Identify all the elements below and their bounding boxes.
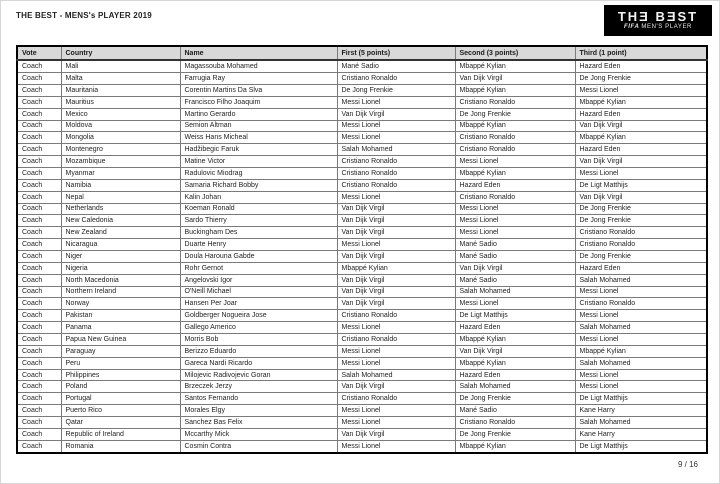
table-header-row	[17, 46, 707, 60]
cell-third: Kane Harry	[575, 405, 707, 417]
table-row	[17, 156, 707, 168]
cell-third: Kane Harry	[575, 428, 707, 440]
cell-second: Mbappé Kylian	[455, 167, 575, 179]
cell-third: Hazard Eden	[575, 262, 707, 274]
cell-first: Salah Mohamed	[337, 144, 455, 156]
cell-country: Malta	[61, 73, 180, 85]
cell-vote: Coach	[17, 84, 61, 96]
cell-country: Philippines	[61, 369, 180, 381]
cell-vote: Coach	[17, 179, 61, 191]
cell-first: Messi Lionel	[337, 120, 455, 132]
cell-vote: Coach	[17, 345, 61, 357]
cell-first: Messi Lionel	[337, 322, 455, 334]
cell-second: Mbappé Kylian	[455, 84, 575, 96]
cell-name: Santos Fernando	[180, 393, 337, 405]
cell-third: Hazard Eden	[575, 108, 707, 120]
cell-country: Montenegro	[61, 144, 180, 156]
cell-first: Messi Lionel	[337, 417, 455, 429]
cell-country: Northern Ireland	[61, 286, 180, 298]
cell-first: Cristiano Ronaldo	[337, 167, 455, 179]
cell-second: Mané Sadio	[455, 239, 575, 251]
page-number: 9 / 16	[677, 460, 698, 469]
cell-first: Cristiano Ronaldo	[337, 73, 455, 85]
table-body	[17, 60, 707, 453]
cell-name: Magassouba Mohamed	[180, 60, 337, 73]
cell-vote: Coach	[17, 298, 61, 310]
cell-third: Salah Mohamed	[575, 417, 707, 429]
cell-second: Mbappé Kylian	[455, 120, 575, 132]
cell-second: Cristiano Ronaldo	[455, 96, 575, 108]
table-row	[17, 132, 707, 144]
cell-country: Nicaragua	[61, 239, 180, 251]
cell-name: Mccarthy Mick	[180, 428, 337, 440]
cell-country: Mauritius	[61, 96, 180, 108]
cell-second: Cristiano Ronaldo	[455, 144, 575, 156]
cell-second: Mané Sadio	[455, 405, 575, 417]
cell-third: De Jong Frenkie	[575, 73, 707, 85]
cell-first: Van Dijk Virgil	[337, 250, 455, 262]
cell-first: Mané Sadio	[337, 60, 455, 73]
logo-subtitle	[604, 24, 712, 31]
cell-vote: Coach	[17, 167, 61, 179]
cell-vote: Coach	[17, 405, 61, 417]
cell-third: Mbappé Kylian	[575, 96, 707, 108]
cell-country: Puerto Rico	[61, 405, 180, 417]
cell-second: Messi Lionel	[455, 215, 575, 227]
table-row	[17, 84, 707, 96]
cell-country: Mozambique	[61, 156, 180, 168]
cell-country: Poland	[61, 381, 180, 393]
table-row	[17, 274, 707, 286]
cell-country: Mexico	[61, 108, 180, 120]
cell-second: Messi Lionel	[455, 156, 575, 168]
cell-name: Samaria Richard Bobby	[180, 179, 337, 191]
cell-country: Romania	[61, 440, 180, 453]
cell-first: Messi Lionel	[337, 345, 455, 357]
table-row	[17, 227, 707, 239]
cell-country: Peru	[61, 357, 180, 369]
cell-country: New Zealand	[61, 227, 180, 239]
cell-second: Salah Mohamed	[455, 286, 575, 298]
cell-second: Van Dijk Virgil	[455, 262, 575, 274]
cell-vote: Coach	[17, 322, 61, 334]
cell-name: Sardo Thierry	[180, 215, 337, 227]
logo-fifa-text: FIFA	[624, 23, 640, 30]
cell-third: De Ligt Matthijs	[575, 393, 707, 405]
table-row	[17, 191, 707, 203]
cell-name: O'Neill Michael	[180, 286, 337, 298]
cell-name: Matine Victor	[180, 156, 337, 168]
table-row	[17, 96, 707, 108]
cell-third: De Jong Frenkie	[575, 203, 707, 215]
cell-country: Paraguay	[61, 345, 180, 357]
cell-country: Papua New Guinea	[61, 334, 180, 346]
cell-first: Van Dijk Virgil	[337, 227, 455, 239]
table-row	[17, 120, 707, 132]
page-title: THE BEST - MENS's PLAYER 2019	[16, 11, 152, 20]
cell-third: Messi Lionel	[575, 310, 707, 322]
table-row	[17, 381, 707, 393]
cell-name: Martino Gerardo	[180, 108, 337, 120]
cell-vote: Coach	[17, 132, 61, 144]
cell-third: Salah Mohamed	[575, 357, 707, 369]
cell-vote: Coach	[17, 417, 61, 429]
cell-second: Messi Lionel	[455, 227, 575, 239]
cell-name: Duarte Henry	[180, 239, 337, 251]
cell-vote: Coach	[17, 239, 61, 251]
cell-name: Radulovic Miodrag	[180, 167, 337, 179]
cell-vote: Coach	[17, 156, 61, 168]
cell-third: Salah Mohamed	[575, 274, 707, 286]
cell-vote: Coach	[17, 108, 61, 120]
cell-first: Salah Mohamed	[337, 369, 455, 381]
cell-second: Mané Sadio	[455, 250, 575, 262]
cell-second: Mané Sadio	[455, 274, 575, 286]
cell-country: Qatar	[61, 417, 180, 429]
cell-first: Van Dijk Virgil	[337, 108, 455, 120]
cell-name: Doula Harouna Gabde	[180, 250, 337, 262]
cell-second: Hazard Eden	[455, 179, 575, 191]
cell-vote: Coach	[17, 73, 61, 85]
cell-name: Francisco Filho Joaquim	[180, 96, 337, 108]
table-row	[17, 262, 707, 274]
cell-vote: Coach	[17, 286, 61, 298]
cell-vote: Coach	[17, 369, 61, 381]
cell-first: Van Dijk Virgil	[337, 215, 455, 227]
cell-vote: Coach	[17, 393, 61, 405]
cell-third: Messi Lionel	[575, 84, 707, 96]
cell-vote: Coach	[17, 227, 61, 239]
cell-third: De Jong Frenkie	[575, 250, 707, 262]
cell-name: Berizzo Eduardo	[180, 345, 337, 357]
table-row	[17, 417, 707, 429]
cell-name: Cosmin Contra	[180, 440, 337, 453]
cell-country: Norway	[61, 298, 180, 310]
column-header-second: Second (3 points)	[455, 46, 575, 60]
cell-country: Moldova	[61, 120, 180, 132]
table-row	[17, 322, 707, 334]
table-row	[17, 298, 707, 310]
cell-vote: Coach	[17, 215, 61, 227]
cell-name: Buckingham Des	[180, 227, 337, 239]
cell-country: Namibia	[61, 179, 180, 191]
cell-third: Messi Lionel	[575, 286, 707, 298]
table-row	[17, 286, 707, 298]
cell-vote: Coach	[17, 428, 61, 440]
cell-third: De Jong Frenkie	[575, 215, 707, 227]
fifa-best-logo	[604, 5, 712, 36]
cell-name: Koeman Ronald	[180, 203, 337, 215]
cell-third: Mbappé Kylian	[575, 132, 707, 144]
cell-name: Milojevic Radivojevic Goran	[180, 369, 337, 381]
table-row	[17, 440, 707, 453]
cell-country: Nigeria	[61, 262, 180, 274]
cell-third: Messi Lionel	[575, 381, 707, 393]
table-row	[17, 179, 707, 191]
cell-name: Hadžibegic Faruk	[180, 144, 337, 156]
cell-first: Messi Lionel	[337, 239, 455, 251]
cell-name: Brzeczek Jerzy	[180, 381, 337, 393]
cell-country: Niger	[61, 250, 180, 262]
table-header	[17, 46, 707, 60]
cell-vote: Coach	[17, 120, 61, 132]
cell-vote: Coach	[17, 203, 61, 215]
cell-second: Mbappé Kylian	[455, 440, 575, 453]
cell-first: Van Dijk Virgil	[337, 286, 455, 298]
cell-vote: Coach	[17, 334, 61, 346]
cell-first: Messi Lionel	[337, 191, 455, 203]
cell-third: Cristiano Ronaldo	[575, 239, 707, 251]
cell-country: Pakistan	[61, 310, 180, 322]
cell-name: Angelovski Igor	[180, 274, 337, 286]
table-row	[17, 60, 707, 73]
cell-second: De Jong Frenkie	[455, 393, 575, 405]
cell-first: Mbappé Kylian	[337, 262, 455, 274]
cell-vote: Coach	[17, 250, 61, 262]
table-row	[17, 215, 707, 227]
cell-first: Van Dijk Virgil	[337, 428, 455, 440]
cell-vote: Coach	[17, 274, 61, 286]
cell-third: De Ligt Matthijs	[575, 179, 707, 191]
table-row	[17, 108, 707, 120]
cell-name: Hansen Per Joar	[180, 298, 337, 310]
cell-second: De Jong Frenkie	[455, 108, 575, 120]
cell-first: Messi Lionel	[337, 132, 455, 144]
table-row	[17, 310, 707, 322]
table-row	[17, 73, 707, 85]
cell-first: Van Dijk Virgil	[337, 274, 455, 286]
cell-country: Nepal	[61, 191, 180, 203]
cell-third: Mbappé Kylian	[575, 345, 707, 357]
table-row	[17, 144, 707, 156]
table-row	[17, 428, 707, 440]
cell-first: Cristiano Ronaldo	[337, 179, 455, 191]
table-row	[17, 345, 707, 357]
cell-name: Semion Altman	[180, 120, 337, 132]
cell-first: Messi Lionel	[337, 357, 455, 369]
column-header-vote: Vote	[17, 46, 61, 60]
cell-first: Van Dijk Virgil	[337, 203, 455, 215]
cell-second: Van Dijk Virgil	[455, 73, 575, 85]
table-row	[17, 369, 707, 381]
cell-vote: Coach	[17, 144, 61, 156]
cell-third: Van Dijk Virgil	[575, 156, 707, 168]
cell-name: Morris Bob	[180, 334, 337, 346]
cell-vote: Coach	[17, 381, 61, 393]
cell-name: Corentin Martins Da Slva	[180, 84, 337, 96]
cell-third: Hazard Eden	[575, 60, 707, 73]
cell-third: Hazard Eden	[575, 144, 707, 156]
cell-name: Gareca Nardi Ricardo	[180, 357, 337, 369]
table-row	[17, 405, 707, 417]
cell-third: Messi Lionel	[575, 369, 707, 381]
cell-country: Portugal	[61, 393, 180, 405]
logo-subtitle-text: MEN'S PLAYER	[641, 23, 692, 30]
cell-country: Mali	[61, 60, 180, 73]
cell-vote: Coach	[17, 310, 61, 322]
cell-name: Kalin Johan	[180, 191, 337, 203]
cell-first: Cristiano Ronaldo	[337, 334, 455, 346]
cell-third: Cristiano Ronaldo	[575, 298, 707, 310]
cell-first: Cristiano Ronaldo	[337, 310, 455, 322]
table-row	[17, 167, 707, 179]
cell-name: Rohr Gernot	[180, 262, 337, 274]
column-header-third: Third (1 point)	[575, 46, 707, 60]
cell-second: Mbappé Kylian	[455, 60, 575, 73]
cell-second: Cristiano Ronaldo	[455, 417, 575, 429]
cell-name: Gallego Americo	[180, 322, 337, 334]
cell-second: Mbappé Kylian	[455, 357, 575, 369]
table-row	[17, 393, 707, 405]
cell-first: Messi Lionel	[337, 440, 455, 453]
cell-country: Netherlands	[61, 203, 180, 215]
cell-country: North Macedonia	[61, 274, 180, 286]
cell-name: Goldberger Nogueira Jose	[180, 310, 337, 322]
cell-country: Mauritania	[61, 84, 180, 96]
cell-country: Mongolia	[61, 132, 180, 144]
cell-vote: Coach	[17, 96, 61, 108]
cell-first: Van Dijk Virgil	[337, 381, 455, 393]
cell-name: Sanchez Bas Felix	[180, 417, 337, 429]
cell-vote: Coach	[17, 262, 61, 274]
cell-vote: Coach	[17, 60, 61, 73]
table-row	[17, 250, 707, 262]
cell-vote: Coach	[17, 440, 61, 453]
cell-name: Farrugia Ray	[180, 73, 337, 85]
cell-first: Messi Lionel	[337, 96, 455, 108]
table-row	[17, 334, 707, 346]
table-row	[17, 357, 707, 369]
cell-second: Salah Mohamed	[455, 381, 575, 393]
cell-second: Van Dijk Virgil	[455, 345, 575, 357]
cell-first: Van Dijk Virgil	[337, 298, 455, 310]
cell-country: Myanmar	[61, 167, 180, 179]
cell-first: De Jong Frenkie	[337, 84, 455, 96]
cell-country: New Caledonia	[61, 215, 180, 227]
cell-third: Messi Lionel	[575, 167, 707, 179]
cell-name: Morales Elgy	[180, 405, 337, 417]
cell-second: Messi Lionel	[455, 203, 575, 215]
cell-first: Cristiano Ronaldo	[337, 156, 455, 168]
cell-third: Cristiano Ronaldo	[575, 227, 707, 239]
cell-first: Cristiano Ronaldo	[337, 393, 455, 405]
cell-vote: Coach	[17, 191, 61, 203]
votes-table	[16, 45, 708, 454]
cell-third: Van Dijk Virgil	[575, 191, 707, 203]
cell-second: Cristiano Ronaldo	[455, 132, 575, 144]
cell-second: De Jong Frenkie	[455, 428, 575, 440]
cell-country: Panama	[61, 322, 180, 334]
cell-first: Messi Lionel	[337, 405, 455, 417]
cell-second: Messi Lionel	[455, 298, 575, 310]
cell-name: Weiss Hans Micheal	[180, 132, 337, 144]
cell-second: De Ligt Matthijs	[455, 310, 575, 322]
cell-country: Republic of Ireland	[61, 428, 180, 440]
table-row	[17, 239, 707, 251]
table-row	[17, 203, 707, 215]
column-header-name: Name	[180, 46, 337, 60]
cell-second: Cristiano Ronaldo	[455, 191, 575, 203]
logo-wordmark: THƎ BƎST	[617, 8, 699, 24]
column-header-first: First (5 points)	[337, 46, 455, 60]
cell-third: Messi Lionel	[575, 334, 707, 346]
cell-second: Hazard Eden	[455, 322, 575, 334]
cell-third: De Ligt Matthijs	[575, 440, 707, 453]
cell-third: Van Dijk Virgil	[575, 120, 707, 132]
cell-second: Hazard Eden	[455, 369, 575, 381]
cell-third: Salah Mohamed	[575, 322, 707, 334]
column-header-country: Country	[61, 46, 180, 60]
cell-second: Mbappé Kylian	[455, 334, 575, 346]
cell-vote: Coach	[17, 357, 61, 369]
